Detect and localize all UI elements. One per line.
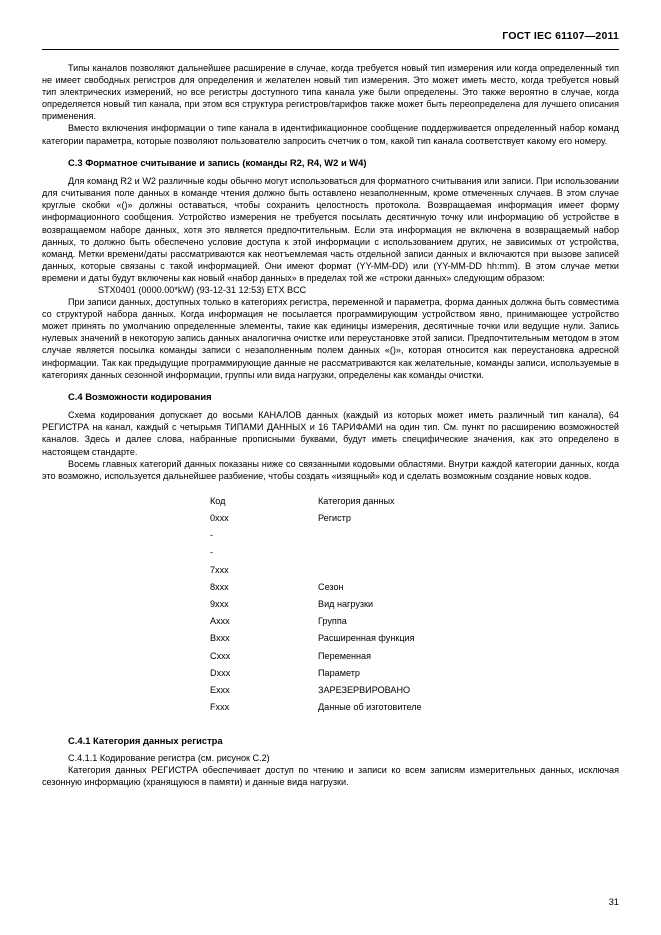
table-row <box>210 685 508 702</box>
cell-category <box>318 530 508 547</box>
page-header: ГОСТ IEC 61107—2011 <box>502 30 619 42</box>
section-heading-c41: C.4.1 Категория данных регистра <box>68 735 223 747</box>
table-row <box>210 599 508 616</box>
paragraph-data-writing: При записи данных, доступных только в категориях регистра, переменной и параметра, форма данных должна быть совместима со структурой набора данных. Когда информация не посылается программирующим устройством явно, принимающее устройство может принять по умолчанию определенные элементы, такие как единицы измерения, десятичные точки или ведущие нули. Запись нулевых значений в некоторую запись данных аналогична очистке или переустановке этой записи. Предпочтительным методом в этом случае является посылка команды записи с незаполненным полем данных «()», которая относится как переустановка адресной информации. Так как предыдущие программирующие данные не рассматриваются как желательные, команды записи, используемые в категориях данных сезонной информации, группы или вида нагрузки, определены как команды очистки. <box>42 297 619 380</box>
paragraph-r2-w2: Для команд R2 и W2 различные коды обычно могут использоваться для форматного считывания или записи. При использовании для считывания поле данных в команде чтения должно быть оставлено незаполненным, кроме отмеченных случаев. В этом случае круглые скобки «()» должны оставаться, чтобы сохранить целостность протокола. Возвращаемая информация имеет форму информационного сообщения. Устройство измерения не требуется посылать десятичную точку или информацию об устройстве в возвращаемом наборе данных, хотя это является предпочтительным. Если эта информация не включена в возвращаемый набор данных, то должно быть обеспечено условие доступа к этой информации с использованием других, не зависимых от устройства, команд. Метки времени/даты рассматриваются как неотъемлемая часть отдельной записи данных и включаются при вызове записей данных, которые связаны с такой информацией. Они имеют формат (YY-MM-DD) или (YY-MM-DD hh:mm). В этом случае метки времени и даты будут включены как новый «набор данных» в пределах той же «строки данных» следующим образом: <box>42 176 619 283</box>
table-row <box>210 633 508 650</box>
cell-code: Axxx <box>210 616 230 627</box>
page-number: 31 <box>608 896 619 907</box>
table-header-row <box>210 496 508 513</box>
paragraph-channel-types: Типы каналов позволяют дальнейшее расширение в случае, когда требуется новый тип измерения или когда определенный тип не имеет свободных регистров для определения и желателен новый тип измерения. Это может иметь место, когда требуется новый тип электрических измерений, но все регистры доступного типа канала уже были определены. Это также вероятно в случае, когда определяется новый тип канала, при этом вся структура регистров/тарифов также может быть переопределена для лучшего описания применения. <box>42 63 619 122</box>
cell-code: Bxxx <box>210 633 230 644</box>
table-row <box>210 616 508 633</box>
cell-code: - <box>210 530 214 541</box>
table-row <box>210 547 508 564</box>
cell-category: Вид нагрузки <box>318 598 374 609</box>
cell-category <box>318 565 508 582</box>
table-row <box>210 668 508 685</box>
table-row <box>210 530 508 547</box>
paragraph-eight-categories: Восемь главных категорий данных показаны ниже со связанными кодовыми областями. Внутри каждой категории данных, когда это возможно, используется дальнейшее разбиение, чтобы создать «изящный» код и сделать возможным создание новых кодов. <box>42 458 619 481</box>
header-rule <box>42 49 619 50</box>
section-heading-c4: C.4 Возможности кодирования <box>68 390 212 402</box>
table-header-category: Категория данных <box>318 495 395 506</box>
table-row <box>210 651 508 668</box>
cell-category: Группа <box>318 616 347 627</box>
code-table-wrapper <box>42 496 619 719</box>
code-example-line <box>42 284 619 296</box>
cell-code: - <box>210 547 214 558</box>
cell-code: Exxx <box>210 684 230 695</box>
table-row <box>210 565 508 582</box>
cell-category: Регистр <box>318 513 351 523</box>
code-categories-table <box>210 496 508 719</box>
section-heading-c411: C.4.1.1 Кодирование регистра (см. рисунок C.2) <box>68 752 270 763</box>
cell-category: Переменная <box>318 650 372 661</box>
cell-code: 9xxx <box>210 598 229 609</box>
cell-code: 7xxx <box>210 564 229 575</box>
table-row <box>210 582 508 599</box>
cell-category: ЗАРЕЗЕРВИРОВАНО <box>318 684 411 695</box>
cell-category: Параметр <box>318 667 360 678</box>
cell-code: Fxxx <box>210 702 230 713</box>
cell-code: 8xxx <box>210 581 229 592</box>
cell-category: Данные об изготовителе <box>318 702 422 713</box>
cell-category <box>318 547 508 564</box>
cell-category: Сезон <box>318 581 344 592</box>
page-content <box>42 62 619 788</box>
table-header-code: Код <box>210 495 226 506</box>
cell-code: Dxxx <box>210 667 231 678</box>
paragraph-identification-message: Вместо включения информации о типе канала в идентификационное сообщение поддерживается определенный набор команд категории параметра, которые позволяют пользователю запросить счетчик о том, какой тип канала соответствует какому его номеру. <box>42 123 619 146</box>
table-row <box>210 702 508 719</box>
cell-code: Cxxx <box>210 650 231 661</box>
cell-category: Расширенная функция <box>318 633 415 644</box>
section-heading-c3: C.3 Форматное считывание и запись (команды R2, R4, W2 и W4) <box>68 156 367 168</box>
paragraph-register-category: Категория данных РЕГИСТРА обеспечивает доступ по чтению и записи ко всем записям измерительных данных, исключая сезонную информацию (хранящуюся в памяти) и данные вида нагрузки. <box>42 764 619 787</box>
cell-code: 0xxx <box>210 513 229 523</box>
paragraph-coding-scheme: Схема кодирования допускает до восьми КАНАЛОВ данных (каждый из которых может иметь различный тип канала), 64 РЕГИСТРА на канал, каждый с четырьмя ТИПАМИ ДАННЫХ и 16 ТАРИФАМИ на один тип. См. пункт по расширению возможностей каналов. Здесь и далее слова, набранные прописными буквами, будут иметь специфические значения, как это определено в настоящем стандарте. <box>42 410 619 457</box>
code-example-text: STX0401 (0000.00*kW) (93-12-31 12:53) ETX BCC <box>98 285 307 295</box>
table-row <box>210 513 508 530</box>
